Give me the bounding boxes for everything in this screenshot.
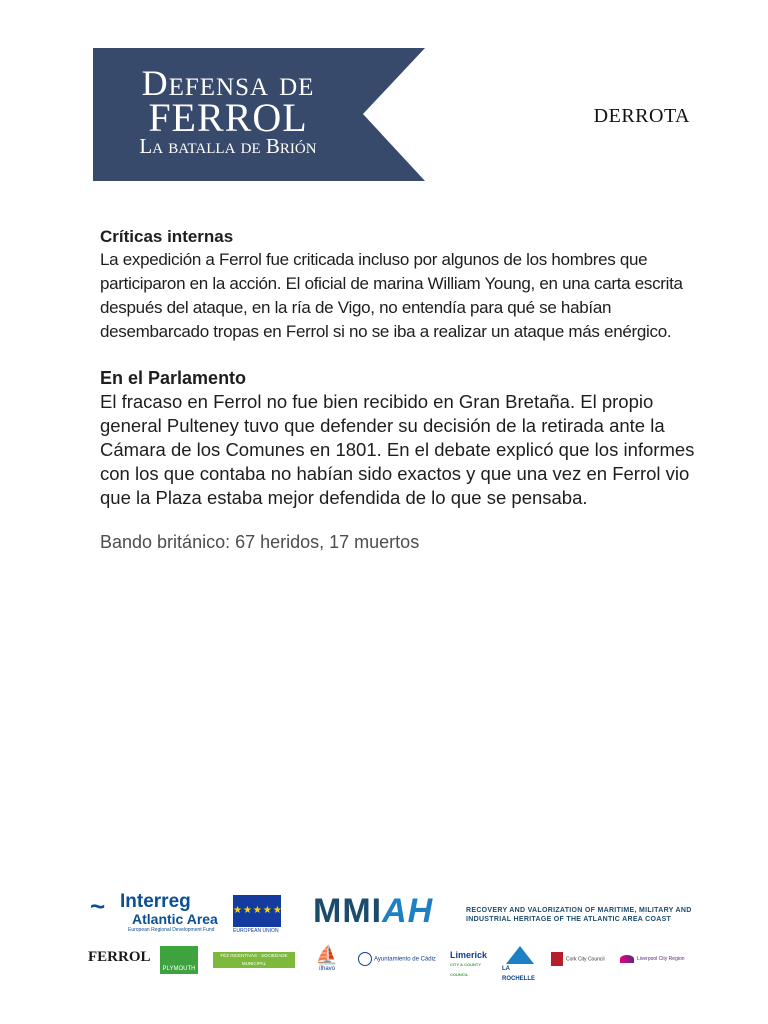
main-content <box>100 225 700 553</box>
section-body: La expedición a Ferrol fue criticada incluso por algunos de los hombres que participaron en la acción. El oficial de marina William Young, en una carta escrita después del ataque, en la ría de Vigo, no entendía para qué se habían desembarcado tropas en Ferrol si no se iba a realizar un ataque más enérgico. <box>100 250 683 341</box>
liverpool-mark-icon <box>620 955 634 963</box>
liverpool-logo: Liverpool City Region <box>620 954 710 984</box>
mmiah-logo: MMIAH <box>313 892 434 930</box>
title-banner <box>93 48 425 181</box>
atlantic-area-word: Atlantic Area <box>132 911 218 927</box>
ilhavo-logo: ⛵ ílhavo <box>310 946 344 976</box>
interreg-swoosh-icon: ~ <box>90 891 106 921</box>
cork-crest-icon <box>551 952 563 966</box>
mmiah-tagline: RECOVERY AND VALORIZATION OF MARITIME, MILITARY AND INDUSTRIAL HERITAGE OF THE ATLANTIC AREA COAST <box>466 907 692 923</box>
cadiz-seal-icon <box>358 952 372 966</box>
section-tag: DERROTA <box>593 105 690 127</box>
section-heading: En el Parlamento <box>100 368 247 388</box>
footer-logos <box>88 888 708 983</box>
section-criticas <box>100 225 700 344</box>
interreg-logo <box>88 891 228 933</box>
banner-line-3: La batalla de Brión <box>139 134 317 158</box>
section-heading: Críticas internas <box>100 227 234 246</box>
casualties-note: Bando británico: 67 heridos, 17 muertos <box>100 532 420 552</box>
section-body: El fracaso en Ferrol no fue bien recibido en Gran Bretaña. El propio general Pulteney tuvo que defender su decisión de la retirada ante la Cámara de los Comunes en 1801. En el debate explicó que los informes con los que contaba no habían sido exactos y que una vez en Ferrol vio que la Plaza estaba mejor defendida de lo que se pensaba. <box>100 391 695 508</box>
section-parlamento <box>100 366 700 510</box>
banner-line-1: Defensa de <box>141 63 315 103</box>
banner-line-2: FERROL <box>148 95 308 140</box>
interreg-word: Interreg <box>120 891 191 912</box>
cork-logo: Cork City Council <box>551 952 607 982</box>
la-rochelle-logo: LA ROCHELLE <box>502 946 538 976</box>
erdf-caption: European Regional Development Fund <box>128 927 215 933</box>
limerick-logo: Limerick CITY & COUNTY COUNCIL <box>450 950 488 977</box>
eu-caption: EUROPEAN UNION <box>233 928 279 934</box>
ferrol-logo: FERROL <box>88 949 151 965</box>
ferrol-eco-logo: FÉZ INCENTIVAS · SOCIEDADE MUNICIPAL <box>213 952 295 968</box>
ilhavo-ships-icon: ⛵ <box>315 945 339 965</box>
la-rochelle-triangle-icon <box>506 946 534 964</box>
plymouth-logo: PLYMOUTH <box>160 946 198 974</box>
eu-flag-icon: ★★★★★ <box>233 895 281 927</box>
cadiz-logo: Ayuntamiento de Cádiz <box>358 952 442 982</box>
